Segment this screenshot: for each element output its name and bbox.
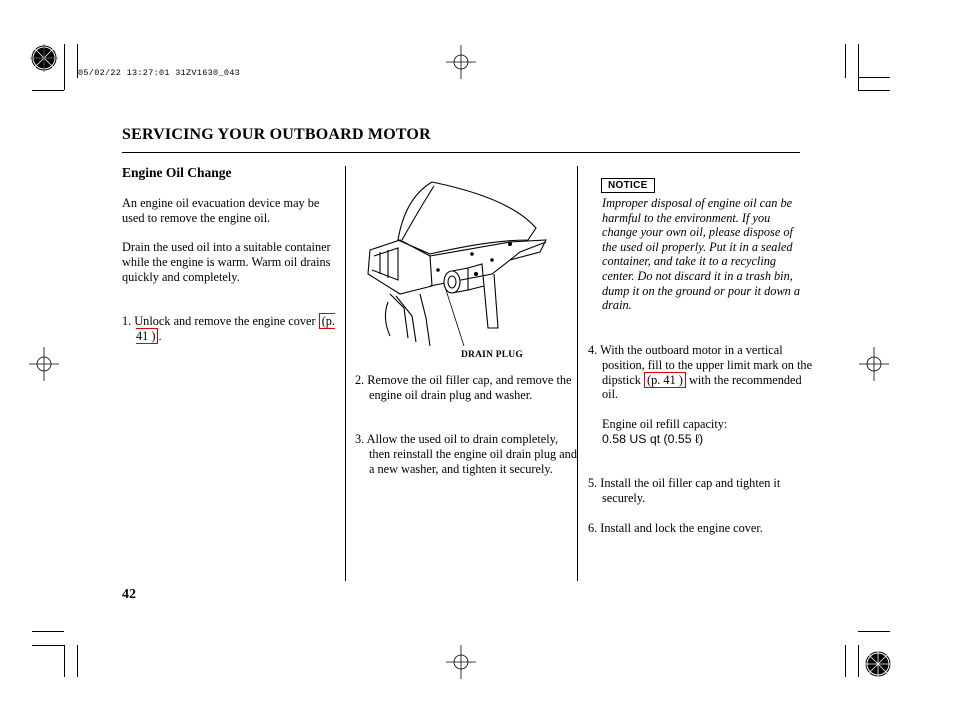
step-1 — [122, 314, 348, 344]
title-rule — [122, 152, 800, 153]
subsection-title: Engine Oil Change — [122, 165, 232, 180]
step-4-text: 4. With the outboard motor in a vertical position, fill to the upper limit mark on the dipstick — [588, 343, 813, 387]
step-4 — [588, 343, 814, 402]
print-timestamp: 05/02/22 13:27:01 31ZV1630_043 — [78, 68, 241, 78]
crosshair-icon — [446, 45, 476, 79]
intro-paragraph: An engine oil evacuation device may be used to remove the engine oil. — [122, 196, 320, 225]
step-5: 5. Install the oil filler cap and tighten it securely. — [588, 476, 781, 505]
crosshair-icon — [29, 347, 59, 381]
outboard-drain-plug-illustration — [360, 178, 560, 348]
step-1-end: . — [158, 328, 162, 343]
step-1-text: 1. Unlock and remove the engine cover — [122, 314, 316, 328]
step-6: 6. Install and lock the engine cover. — [588, 521, 763, 535]
starburst-icon — [864, 650, 892, 678]
figure-label: DRAIN PLUG — [461, 350, 523, 360]
drain-paragraph: Drain the used oil into a suitable container while the engine is warm. Warm oil drains quickly and completely. — [122, 240, 331, 284]
crosshair-icon — [446, 645, 476, 679]
crosshair-icon — [859, 347, 889, 381]
notice-badge: NOTICE — [601, 178, 655, 193]
step-3: 3. Allow the used oil to drain completely, then reinstall the engine oil drain plug and a new washer, and tighten it securely. — [355, 432, 577, 476]
column-divider — [345, 166, 346, 581]
step-2: 2. Remove the oil filler cap, and remove the engine oil drain plug and washer. — [355, 373, 572, 402]
step-4-end: with the recommended oil. — [602, 372, 802, 402]
page-reference-link[interactable]: (p. 41 ) — [644, 372, 686, 388]
capacity-value: 0.58 US qt (0.55 ℓ) — [602, 432, 704, 446]
starburst-icon — [30, 44, 58, 72]
page-reference-link[interactable]: (p. 41 ) — [136, 314, 336, 343]
capacity-label: Engine oil refill capacity: — [602, 417, 728, 431]
notice-text: Improper disposal of engine oil can be harmful to the environment. If you change your own oil, please dispose of the used oil properly. Put it in a sealed container, and take it to a recycling center. Do not discard it in a trash bin, dump it on the ground or pour it down a drain. — [602, 196, 801, 313]
page-number: 42 — [122, 587, 136, 602]
section-title: SERVICING YOUR OUTBOARD MOTOR — [122, 126, 431, 143]
